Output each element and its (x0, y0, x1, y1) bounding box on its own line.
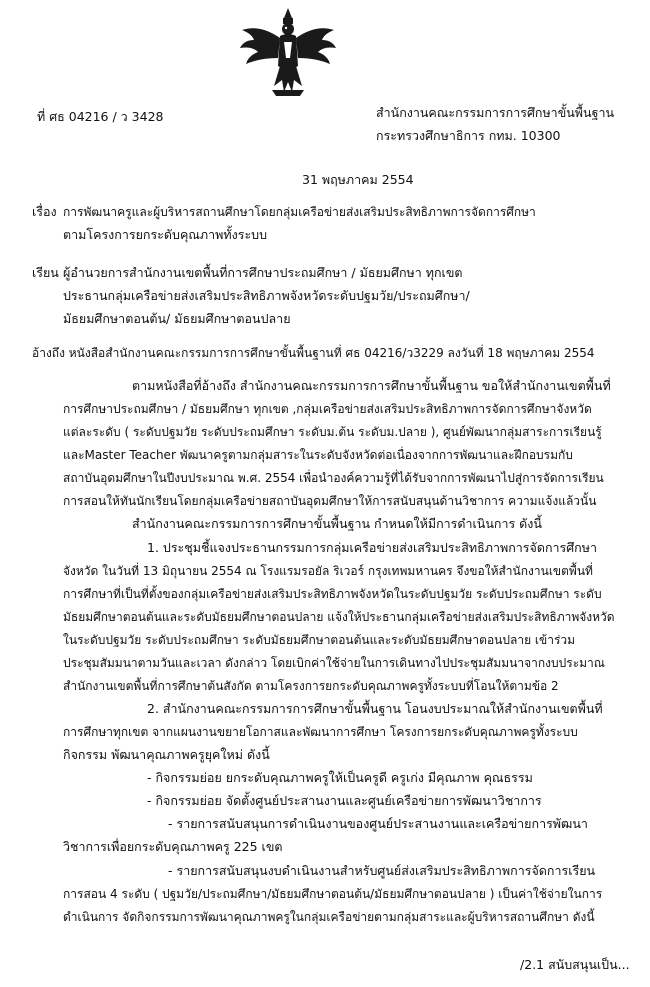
subject-line-2: ตามโครงการยกระดับคุณภาพทั้งระบบ (63, 227, 268, 242)
body-line: วิชาการเพื่อยกระดับคุณภาพครู 225 เขต (63, 839, 283, 854)
recipient-label: เรียน (32, 265, 59, 280)
bullet-item: - กิจกรรมย่อย จัดตั้งศูนย์ประสานงานและศูนย์เครือข่ายการพัฒนาวิชาการ (147, 793, 542, 808)
body-line: การสอนให้ทันนักเรียนโดยกลุ่มเครือข่ายสถาบันอุดมศึกษาให้การสนับสนุนด้านวิชาการ ความแจ้งแล้วนั้น (63, 494, 597, 508)
reference-line: อ้างถึง หนังสือสำนักงานคณะกรรมการการศึกษาขั้นพื้นฐานที่ ศธ 04216/ว3229 ลงวันที่ 18 พฤษภาคม 2554 (32, 346, 595, 360)
body-line: 2. สำนักงานคณะกรรมการการศึกษาขั้นพื้นฐาน โอนงบประมาณให้สำนักงานเขตพื้นที่ (147, 701, 603, 716)
body-line: ตามหนังสือที่อ้างถึง สำนักงานคณะกรรมการการศึกษาขั้นพื้นฐาน ขอให้สำนักงานเขตพื้นที่ (132, 378, 611, 393)
body-line: สำนักงานคณะกรรมการการศึกษาขั้นพื้นฐาน กำหนดให้มีการดำเนินการ ดังนี้ (132, 516, 542, 531)
office-address: กระทรวงศึกษาธิการ กทม. 10300 (376, 128, 561, 143)
recipient-line-1: ผู้อำนวยการสำนักงานเขตพื้นที่การศึกษาประถมศึกษา / มัธยมศึกษา ทุกเขต (63, 265, 463, 280)
recipient-line-3: มัธยมศึกษาตอนต้น/ มัธยมศึกษาตอนปลาย (63, 311, 291, 326)
body-line: 1. ประชุมชี้แจงประธานกรรมการกลุ่มเครือข่ายส่งเสริมประสิทธิภาพการจัดการศึกษา (147, 540, 598, 555)
body-line: ในระดับปฐมวัย ระดับประถมศึกษา ระดับมัธยมศึกษาตอนต้นและระดับมัธยมศึกษาตอนปลาย เข้าร่วม (63, 633, 576, 647)
body-line: มัธยมศึกษาตอนต้นและระดับมัธยมศึกษาตอนปลาย แจ้งให้ประธานกลุ่มเครือข่ายส่งเสริมประสิทธิภาพจังหวัด (63, 610, 615, 624)
body-line: แต่ละระดับ ( ระดับปฐมวัย ระดับประถมศึกษา ระดับม.ต้น ระดับม.ปลาย ), ศูนย์พัฒนากลุ่มสาระการเรียนรู้ (63, 425, 602, 439)
garuda-emblem-icon (238, 6, 338, 98)
body-line: การสอน 4 ระดับ ( ปฐมวัย/ประถมศึกษา/มัธยมศึกษาตอนต้น/มัธยมศึกษาตอนปลาย ) เป็นค่าใช้จ่ายในการ (63, 887, 603, 901)
body-line: สถาบันอุดมศึกษาในปีงบประมาณ พ.ศ. 2554 เพื่อนำองค์ความรู้ที่ได้รับจากการพัฒนาไปสู่การจัดการเรียน (63, 471, 604, 485)
body-line: การศึกษาทุกเขต จากแผนงานขยายโอกาสและพัฒนาการศึกษา โครงการยกระดับคุณภาพครูทั้งระบบ (63, 725, 578, 739)
body-line: กิจกรรม พัฒนาคุณภาพครูยุคใหม่ ดังนี้ (63, 747, 270, 762)
bullet-item: - รายการสนับสนุนการดำเนินงานของศูนย์ประสานงานและเครือข่ายการพัฒนา (168, 816, 588, 831)
body-line: และMaster Teacher พัฒนาครูตามกลุ่มสาระในระดับจังหวัดต่อเนื่องจากการพัฒนาและฝึกอบรมกับ (63, 448, 573, 462)
bullet-item: - รายการสนับสนุนงบดำเนินงานสำหรับศูนย์ส่งเสริมประสิทธิภาพการจัดการเรียน (168, 863, 596, 878)
body-line: ประชุมสัมมนาตามวันและเวลา ดังกล่าว โดยเบิกค่าใช้จ่ายในการเดินทางไปประชุมสัมมนาจากงบประมาณ (63, 656, 605, 670)
bullet-item: - กิจกรรมย่อย ยกระดับคุณภาพครูให้เป็นครูดี ครูเก่ง มีคุณภาพ คุณธรรม (147, 770, 533, 785)
subject-label: เรื่อง (32, 204, 57, 219)
body-line: การศึกษาที่เป็นที่ตั้งของกลุ่มเครือข่ายส่งเสริมประสิทธิภาพจังหวัดในระดับปฐมวัย ระดับประถมศึกษา ระดับ (63, 587, 602, 601)
subject-line-1: การพัฒนาครูและผู้บริหารสถานศึกษาโดยกลุ่มเครือข่ายส่งเสริมประสิทธิภาพการจัดการศึกษา (63, 205, 536, 219)
recipient-line-2: ประธานกลุ่มเครือข่ายส่งเสริมประสิทธิภาพจังหวัดระดับปฐมวัย/ประถมศึกษา/ (63, 288, 470, 303)
continuation-marker: /2.1 สนับสนุนเป็น... (520, 957, 630, 972)
body-line: ดำเนินการ จัดกิจกรรมการพัฒนาคุณภาพครูในกลุ่มเครือข่ายตามกลุ่มสาระและผู้บริหารสถานศึกษา ดังนี้ (63, 910, 595, 924)
body-line: สำนักงานเขตพื้นที่การศึกษาต้นสังกัด ตามโครงการยกระดับคุณภาพครูทั้งระบบที่โอนให้ตามข้อ 2 (63, 679, 559, 693)
body-line: การศึกษาประถมศึกษา / มัธยมศึกษา ทุกเขต ,กลุ่มเครือข่ายส่งเสริมประสิทธิภาพการจัดการศึกษาจังหวัด (63, 402, 592, 416)
office-name: สำนักงานคณะกรรมการการศึกษาขั้นพื้นฐาน (376, 105, 615, 120)
reference-number: ที่ ศธ 04216 / ว 3428 (37, 109, 164, 124)
body-line: จังหวัด ในวันที่ 13 มิถุนายน 2554 ณ โรงแรมรอยัล ริเวอร์ กรุงเทพมหานคร จึงขอให้สำนักงานเขตพื้นที่ (63, 564, 593, 578)
document-date: 31 พฤษภาคม 2554 (302, 172, 414, 187)
